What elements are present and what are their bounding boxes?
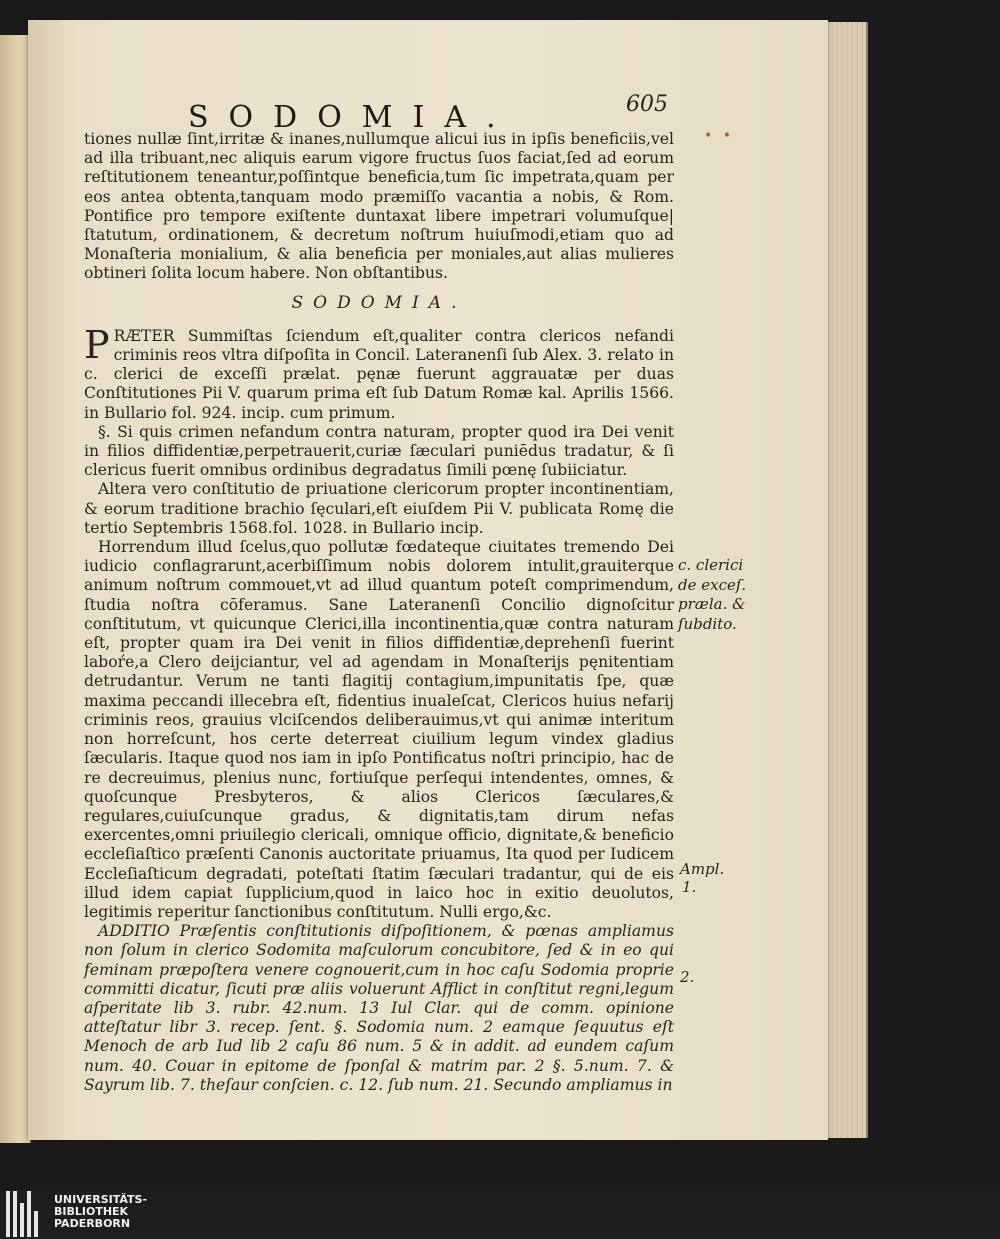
page-stack-edge <box>826 22 868 1138</box>
facing-page-edge <box>0 35 31 1143</box>
margin-note-clerici: c. clerici de exceſ. præla. & ſubdito. <box>678 556 747 633</box>
library-line-3: PADERBORN <box>54 1217 131 1230</box>
library-footer <box>0 1190 1000 1239</box>
paragraph-altera: Altera vero conſtitutio de priuatione clericorum propter incontinentiam, & eorum traditione brachio ſęculari,eſt eiuſdem Pii V. publicata Romę die tertio Septembris 1568.fol. 1028. in Bullario incip. <box>84 480 674 537</box>
paragraph-praeter-text: RÆTER Summiſtas ſciendum eſt,qualiter contra clericos nefandi criminis reos vltra diſpoſita in Concil. Lateranenſi ſub Alex. 3. relato in c. clerici de exceſſi prælat. pęnæ fuerunt aggrauatæ per duas Conſtitutiones Pii V. quarum prima eſt ſub Datum Romæ kal. Aprilis 1566. in Bullario fol. 924. incip. cum primum. <box>84 326 674 422</box>
library-logo-icon <box>6 1191 44 1237</box>
margin-note-one: 1. <box>682 878 697 896</box>
paragraph-horrendum: Horrendum illud ſcelus,quo pollutæ fœdateque ciuitates tremendo Dei iudicio conflagrarunt,acerbiſſimum nobis dolorem intulit,grauiterque animum noſtrum commouet,vt ad illud quantum poteſt comprimendum, ſtudia noſtra cōferamus. Sane Lateranenſi Concilio dignoſcitur conſtitutum, vt quicunque Clerici,illa incontinentia,quæ contra naturam eſt, propter quam ira Dei venit in filios diffidentiæ,deprehenſi fuerint laboŕe,a Clero deijciantur, vel ad agendam in Monaſterijs pęnitentiam detrudantur. Verum ne tanti flagitij contagium,impunitatis ſpe, quæ maxima peccandi illecebra eſt, fidentius inualeſcat, Clericos huius nefarij criminis reos, grauius vlciſcendos deliberauimus,vt qui animæ interitum non horreſcunt, hos certe deterreat ciuilium legum vindex gladius ſæcularis. Itaque quod nos iam in ipſo Pontificatus noſtri principio, hac de re decreuimus, plenius nunc, fortiuſque perſequi intendentes, omnes, & quoſcunque Presbyteros, & alios Clericos ſæculares,& regulares,cuiuſcunque gradus, & dignitatis,tam dirum nefas exercentes,omni priuilegio clericali, omnique officio, dignitate,& beneficio eccleſiaſtico præſenti Canonis auctoritate priuamus, Ita quod per Iudicem Eccleſiaſticum degradati, poteſtati ſtatim ſæculari tradantur, qui de eis illud idem capiat ſupplicium,quod in laico hoc in exitio deuolutos, legitimis reperitur ſanctionibus conſtitutum. Nulli ergo,&c. <box>84 538 674 921</box>
page-header <box>28 76 828 136</box>
book-page <box>28 20 828 1140</box>
library-line-2: BIBLIOTHEK <box>54 1205 129 1218</box>
section-title: SODOMIA. <box>291 292 467 313</box>
main-text <box>84 130 674 1095</box>
stain-marks: • • <box>704 128 734 144</box>
page-number: 605 <box>626 92 668 117</box>
opening-paragraph: tiones nullæ ſint,irritæ & inanes,nullumque alicui ius in ipſis beneficiis,vel ad illa tribuant,nec aliquis earum vigore fructus ſuos faciat,ſed ad eorum reſtitutionem teneantur,poſſintque beneficia,tum ſic impetrata,quam per eos antea obtenta,tanquam modo præmiſſo vacantia a nobis, & Rom. Pontifice pro tempore exiſtente duntaxat libere impetrari volumuſque|ſtatutum, ordinationem, & decretum noſtrum huiuſmodi,etiam quo ad Monaſteria monialium, & alia beneficia per moniales,aut alias mulieres obtineri ſolita locum habere. Non obſtantibus. <box>84 130 674 283</box>
library-line-1: UNIVERSITÄTS- <box>54 1193 148 1206</box>
library-name <box>54 1194 147 1230</box>
paragraph-praeter <box>84 322 674 423</box>
margin-note-ampl: Ampl. <box>680 860 725 878</box>
dropcap: P <box>84 322 110 367</box>
margin-note-two: 2. <box>680 968 695 986</box>
running-head: SODOMIA. <box>188 100 516 135</box>
paragraph-si-quis: §. Si quis crimen nefandum contra naturam, propter quod ira Dei venit in filios diffidentiæ,perpetrauerit,curiæ ſæculari puniēdus tradatur, & ſi clericus fuerit omnibus ordinibus degradatus ſimili pœnę ſubiiciatur. <box>84 422 674 480</box>
paragraph-additio: ADDITIO Præſentis conſtitutionis diſpoſitionem, & pœnas ampliamus non ſolum in clerico Sodomita maſculorum concubitore, ſed & in eo qui feminam præpoſtera venere cognouerit,cum in hoc caſu Sodomia proprie committi dicatur, ſicuti præ aliis voluerunt Afflict in conſtitut regni,legum aſperitate lib 3. rubr. 42.num. 13 Iul Clar. qui de comm. opinione atteſtatur libr 3. recep. ſent. §. Sodomia num. 2 eamque ſequutus eſt Menoch de arb Iud lib 2 caſu 86 num. 5 & in addit. ad eundem caſum num. 40. Couar in epitome de ſponſal & matrim par. 2 §. 5.num. 7. & Sayrum lib. 7. theſaur conſcien. c. 12. ſub num. 21. Secundo ampliamus in <box>84 922 674 1094</box>
